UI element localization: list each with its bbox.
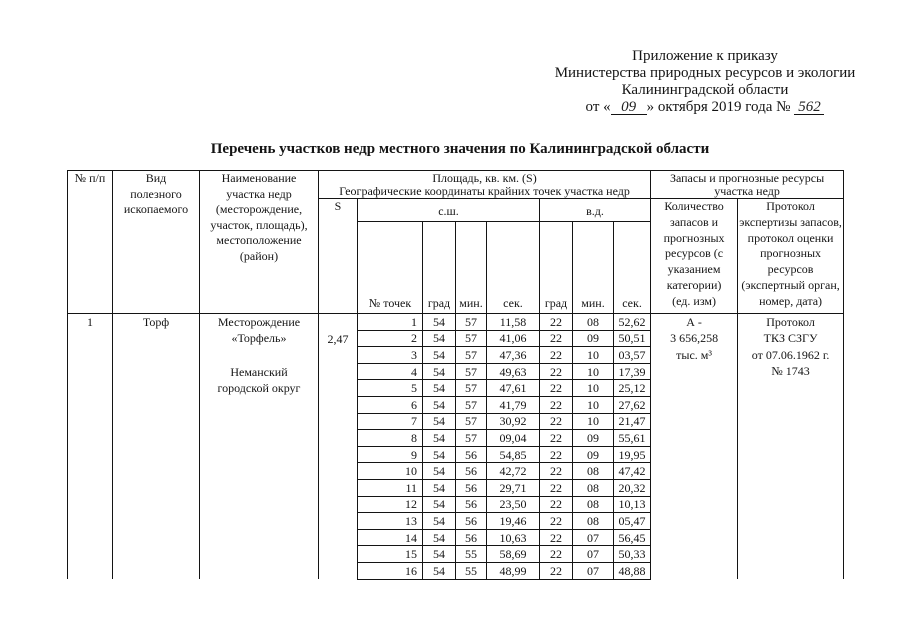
lon-seconds-cell: 50,51 <box>614 330 651 347</box>
lon-seconds-cell: 03,57 <box>614 347 651 364</box>
annex-line: Министерства природных ресурсов и экологии <box>554 65 856 81</box>
header-line: участка недр <box>714 184 780 198</box>
lon-seconds-cell: 19,95 <box>614 446 651 463</box>
header-area-coordinates <box>319 171 651 199</box>
lat-degrees-cell: 54 <box>423 314 456 331</box>
lat-seconds-cell: 11,58 <box>487 314 540 331</box>
header-lat-seconds: сек. <box>487 222 540 314</box>
lon-seconds-cell: 05,47 <box>614 513 651 530</box>
lat-degrees-cell: 54 <box>423 496 456 513</box>
lat-seconds-cell: 29,71 <box>487 479 540 496</box>
header-lat-degrees: град <box>423 222 456 314</box>
lat-seconds-cell: 09,04 <box>487 430 540 447</box>
header-line: категории) <box>666 277 722 292</box>
lat-minutes-cell: 57 <box>456 314 487 331</box>
header-latitude: с.ш. <box>358 199 540 222</box>
date-prefix: от « <box>585 99 611 115</box>
lat-minutes-cell: 57 <box>456 430 487 447</box>
lon-minutes-cell: 10 <box>573 396 614 413</box>
point-number-cell: 15 <box>358 546 423 563</box>
lon-minutes-cell: 10 <box>573 380 614 397</box>
header-line: (ед. изм) <box>672 293 716 308</box>
header-protocol <box>738 199 844 314</box>
lon-minutes-cell: 09 <box>573 446 614 463</box>
header-line: указанием <box>667 262 721 277</box>
deposit-location <box>201 364 317 397</box>
lon-seconds-cell: 50,33 <box>614 546 651 563</box>
subsoil-registry-table <box>67 170 844 580</box>
point-number-cell: 10 <box>358 463 423 480</box>
lon-minutes-cell: 10 <box>573 347 614 364</box>
lat-degrees-cell: 54 <box>423 529 456 546</box>
header-line: (месторождение, <box>215 202 303 216</box>
lat-degrees-cell: 54 <box>423 396 456 413</box>
header-line: (район) <box>239 248 279 263</box>
lat-seconds-cell: 41,06 <box>487 330 540 347</box>
lat-seconds-cell: 19,46 <box>487 513 540 530</box>
lon-minutes-cell: 08 <box>573 479 614 496</box>
row-number-cell: 1 <box>68 314 113 580</box>
point-number-cell: 13 <box>358 513 423 530</box>
lat-seconds-cell: 23,50 <box>487 496 540 513</box>
deposit-name-cell <box>200 314 319 580</box>
header-longitude: в.д. <box>540 199 651 222</box>
header-line: прогнозных <box>760 246 822 261</box>
header-line: запасов и <box>670 214 719 229</box>
lon-seconds-cell: 27,62 <box>614 396 651 413</box>
lon-degrees-cell: 22 <box>540 562 573 579</box>
lat-seconds-cell: 49,63 <box>487 363 540 380</box>
registry-body <box>68 314 844 580</box>
lon-minutes-cell: 08 <box>573 463 614 480</box>
lat-seconds-cell: 58,69 <box>487 546 540 563</box>
header-line: участок, площадь), <box>210 217 308 232</box>
lon-degrees-cell: 22 <box>540 529 573 546</box>
cell-line: от 07.06.1962 г. <box>751 347 830 362</box>
header-lon-degrees: град <box>540 222 573 314</box>
lon-minutes-cell: 08 <box>573 513 614 530</box>
lon-seconds-cell: 20,32 <box>614 479 651 496</box>
lat-degrees-cell: 54 <box>423 562 456 579</box>
cell-line: тыс. м³ <box>676 347 712 362</box>
lat-seconds-cell: 30,92 <box>487 413 540 430</box>
header-line: Протокол <box>766 199 815 213</box>
lat-degrees-cell: 54 <box>423 347 456 364</box>
header-line: экспертизы запасов, <box>739 214 842 229</box>
lat-degrees-cell: 54 <box>423 463 456 480</box>
cell-line: 3 656,258 <box>670 331 719 346</box>
lat-seconds-cell: 41,79 <box>487 396 540 413</box>
lat-seconds-cell: 47,36 <box>487 347 540 364</box>
protocol-cell <box>738 314 844 580</box>
point-number-cell: 6 <box>358 396 423 413</box>
lon-degrees-cell: 22 <box>540 330 573 347</box>
lon-degrees-cell: 22 <box>540 380 573 397</box>
lon-degrees-cell: 22 <box>540 496 573 513</box>
point-number-cell: 16 <box>358 562 423 579</box>
lat-seconds-cell: 48,99 <box>487 562 540 579</box>
header-line: Запасы и прогнозные ресурсы <box>669 171 825 185</box>
lon-degrees-cell: 22 <box>540 463 573 480</box>
lat-minutes-cell: 55 <box>456 562 487 579</box>
lon-seconds-cell: 52,62 <box>614 314 651 331</box>
order-day-handwritten: 09 <box>611 100 647 115</box>
lon-degrees-cell: 22 <box>540 513 573 530</box>
header-lon-minutes: мин. <box>573 222 614 314</box>
point-number-cell: 1 <box>358 314 423 331</box>
lat-seconds-cell: 10,63 <box>487 529 540 546</box>
header-line: ископаемого <box>123 202 189 216</box>
point-number-cell: 4 <box>358 363 423 380</box>
header-area-s: S <box>319 199 358 314</box>
lat-degrees-cell: 54 <box>423 380 456 397</box>
point-number-cell: 2 <box>358 330 423 347</box>
lon-minutes-cell: 10 <box>573 363 614 380</box>
header-line: Географические координаты крайних точек участка недр <box>339 184 630 198</box>
header-line: Количество <box>664 199 724 213</box>
header-quantity <box>651 199 738 314</box>
header-line: ресурсов (с <box>665 246 724 261</box>
cell-line: № 1743 <box>771 364 810 379</box>
lat-minutes-cell: 57 <box>456 347 487 364</box>
lat-seconds-cell: 42,72 <box>487 463 540 480</box>
order-date-line <box>545 99 865 116</box>
mineral-cell: Торф <box>113 314 200 580</box>
lon-seconds-cell: 55,61 <box>614 430 651 447</box>
lat-minutes-cell: 57 <box>456 330 487 347</box>
order-number-handwritten: 562 <box>794 100 824 115</box>
lat-minutes-cell: 57 <box>456 413 487 430</box>
lon-degrees-cell: 22 <box>540 396 573 413</box>
header-line: полезного <box>130 186 182 201</box>
lat-minutes-cell: 56 <box>456 479 487 496</box>
lat-degrees-cell: 54 <box>423 330 456 347</box>
lon-seconds-cell: 17,39 <box>614 363 651 380</box>
lat-degrees-cell: 54 <box>423 363 456 380</box>
annex-line: Приложение к приказу <box>632 48 778 64</box>
lon-degrees-cell: 22 <box>540 546 573 563</box>
lon-seconds-cell: 48,88 <box>614 562 651 579</box>
header-line: протокол оценки <box>747 230 834 245</box>
lon-degrees-cell: 22 <box>540 363 573 380</box>
point-number-cell: 12 <box>358 496 423 513</box>
header-line: участка недр <box>226 186 292 201</box>
lat-degrees-cell: 54 <box>423 446 456 463</box>
point-number-cell: 14 <box>358 529 423 546</box>
lat-minutes-cell: 57 <box>456 396 487 413</box>
point-number-cell: 9 <box>358 446 423 463</box>
cell-line: Месторождение <box>217 315 301 329</box>
point-number-cell: 11 <box>358 479 423 496</box>
lon-degrees-cell: 22 <box>540 430 573 447</box>
header-reserves <box>651 171 844 199</box>
lat-seconds-cell: 47,61 <box>487 380 540 397</box>
cell-line: А - <box>686 315 702 329</box>
annex-line: Калининградской области <box>621 82 789 98</box>
cell-line: Протокол <box>766 315 815 329</box>
lon-seconds-cell: 10,13 <box>614 496 651 513</box>
cell-line: Неманский <box>230 364 288 379</box>
header-line: прогнозных <box>663 230 725 245</box>
header-line: ресурсов <box>767 262 814 277</box>
lat-degrees-cell: 54 <box>423 513 456 530</box>
point-number-cell: 8 <box>358 430 423 447</box>
header-lat-minutes: мин. <box>456 222 487 314</box>
lat-minutes-cell: 56 <box>456 513 487 530</box>
lon-minutes-cell: 09 <box>573 430 614 447</box>
header-line: местоположение <box>216 233 302 247</box>
lon-degrees-cell: 22 <box>540 314 573 331</box>
lat-minutes-cell: 56 <box>456 496 487 513</box>
header-row-groups <box>68 171 844 199</box>
header-line: (экспертный орган, <box>741 277 840 292</box>
lon-degrees-cell: 22 <box>540 446 573 463</box>
lon-minutes-cell: 08 <box>573 496 614 513</box>
quantity-cell <box>651 314 738 580</box>
lon-minutes-cell: 08 <box>573 314 614 331</box>
point-row <box>68 314 844 331</box>
lat-degrees-cell: 54 <box>423 413 456 430</box>
lat-degrees-cell: 54 <box>423 430 456 447</box>
document-title: Перечень участков недр местного значения по Калининградской области <box>210 141 710 157</box>
lon-seconds-cell: 47,42 <box>614 463 651 480</box>
lat-seconds-cell: 54,85 <box>487 446 540 463</box>
lon-seconds-cell: 21,47 <box>614 413 651 430</box>
header-line: № п/п <box>74 171 106 185</box>
area-cell: 2,47 <box>319 314 358 580</box>
lat-minutes-cell: 56 <box>456 446 487 463</box>
cell-line: ТКЗ СЗГУ <box>763 331 818 346</box>
header-mineral-type <box>113 171 200 314</box>
lon-degrees-cell: 22 <box>540 347 573 364</box>
header-line: номер, дата) <box>759 293 823 308</box>
lon-degrees-cell: 22 <box>540 413 573 430</box>
lon-minutes-cell: 07 <box>573 529 614 546</box>
lon-minutes-cell: 07 <box>573 562 614 579</box>
lon-seconds-cell: 56,45 <box>614 529 651 546</box>
lat-minutes-cell: 57 <box>456 380 487 397</box>
lat-minutes-cell: 56 <box>456 463 487 480</box>
header-line: Вид <box>145 171 167 185</box>
deposit-name <box>201 314 317 347</box>
header-point-number: № точек <box>358 222 423 314</box>
header-line: Площадь, кв. км. (S) <box>432 171 537 185</box>
lat-minutes-cell: 55 <box>456 546 487 563</box>
cell-line: «Торфель» <box>231 331 287 346</box>
lon-minutes-cell: 09 <box>573 330 614 347</box>
lat-degrees-cell: 54 <box>423 479 456 496</box>
header-subsoil-name <box>200 171 319 314</box>
point-number-cell: 3 <box>358 347 423 364</box>
point-number-cell: 7 <box>358 413 423 430</box>
lon-minutes-cell: 10 <box>573 413 614 430</box>
header-line: Наименование <box>221 171 297 185</box>
lat-minutes-cell: 57 <box>456 363 487 380</box>
header-row-number <box>68 171 113 314</box>
lon-degrees-cell: 22 <box>540 479 573 496</box>
lon-seconds-cell: 25,12 <box>614 380 651 397</box>
lat-minutes-cell: 56 <box>456 529 487 546</box>
point-number-cell: 5 <box>358 380 423 397</box>
date-middle: » октября 2019 года № <box>646 99 791 115</box>
header-lon-seconds: сек. <box>614 222 651 314</box>
lat-degrees-cell: 54 <box>423 546 456 563</box>
annex-block <box>545 48 865 116</box>
cell-line: городской округ <box>217 381 301 396</box>
lon-minutes-cell: 07 <box>573 546 614 563</box>
